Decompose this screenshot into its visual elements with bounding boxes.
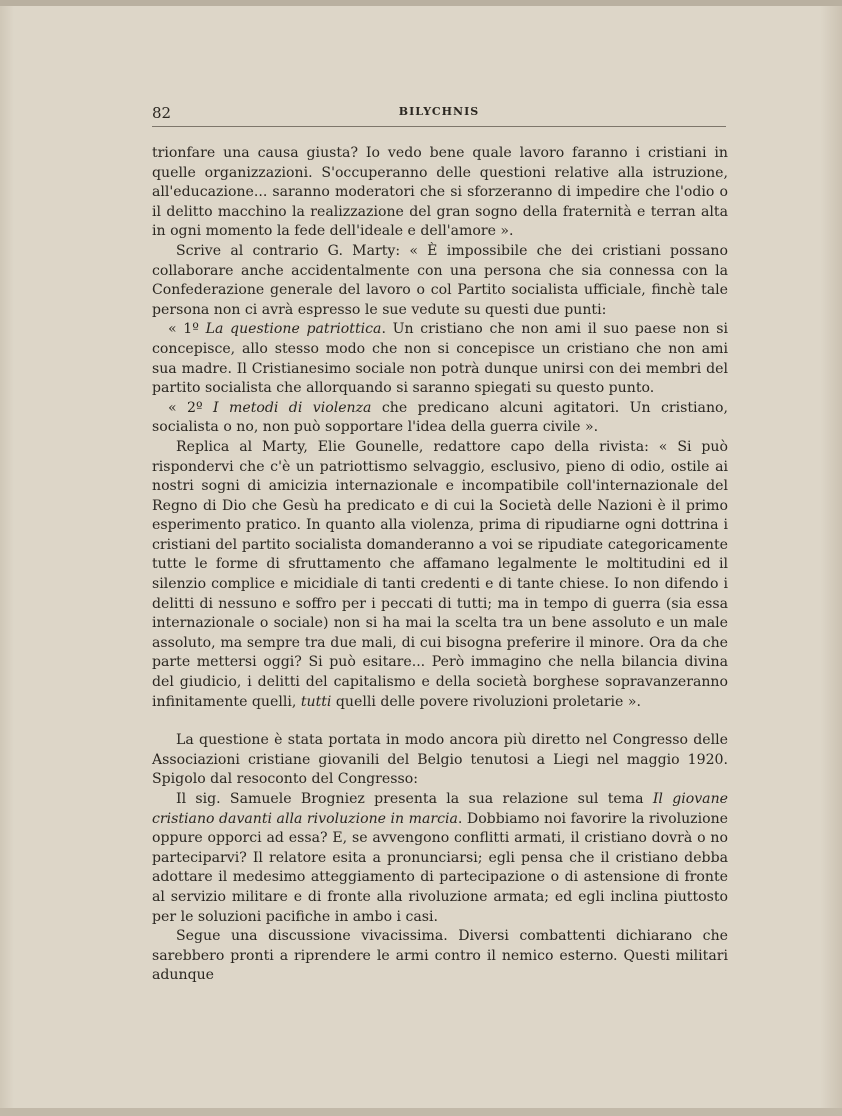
text-run: . Un cristiano che non ami il suo paese non si concepisce, allo stesso modo che non si concepisce un cristiano che non ami sua madre. Il Cristianesimo sociale non potrà dunque unirsi con dei membri del partito socialista che allorquando si saranno spiegati su questo punto. (152, 321, 728, 397)
paragraph (152, 790, 728, 927)
italic-phrase: I metodi di violenza (213, 399, 372, 416)
page-bottom-edge (0, 1108, 842, 1116)
page-number: 82 (152, 104, 172, 122)
page-top-edge (0, 0, 842, 6)
text-run: « 1º (168, 321, 206, 338)
body-text (152, 144, 728, 986)
italic-phrase: La questione patriottica (205, 321, 382, 338)
paragraph: La questione è stata portata in modo ancora più diretto nel Congresso delle Associazioni cristiane giovanili del Belgio tenutosi a Liegi nel maggio 1920. Spigolo dal resoconto del Congresso: (152, 732, 728, 788)
text-run: . Dobbiamo noi favorire la rivoluzione oppure opporci ad essa? E, se avvengono conflitti armati, il cristiano dovrà o no parteciparvi? Il relatore esita a pronunciarsi; egli pensa che il cristiano debba adottare il medesimo atteggiamento di partecipazione o di astensione di fronte al servizio militare e di fronte alla rivoluzione armata; ed egli inclina piuttosto per le soluzioni pacifiche in ambo i casi. (152, 810, 728, 925)
paragraph: Segue una discussione vivacissima. Diversi combattenti dichiarano che sarebbero pronti a riprendere le armi contro il nemico esterno. Questi militari adunque (152, 928, 728, 984)
text-run: Il sig. Samuele Brogniez presenta la sua relazione sul tema (176, 791, 653, 807)
page-header (152, 100, 726, 127)
italic-phrase: Il giovane cristiano davanti alla rivoluzione in marcia (152, 791, 729, 827)
text-run: Replica al Marty, Elie Gounelle, redattore capo della rivista: « Si può rispondervi che c'è un patriottismo selvaggio, esclusivo, pieno di odio, ostile ai nostri sogni di amicizia internazionale e incompatibile coll'internazionale del Regno di Dio che Gesù ha predicato e di cui la Società delle Nazioni è il primo esperimento pratico. In quanto alla violenza, prima di ripudiarne ogni dottrina i cristiani del partito socialista domanderanno a voi se ripudiate categoricamente tutte le forme di sfruttamento che affamano legalmente le moltitudini ed il silenzio complice e micidiale di tanti credenti e di tante chiese. Io non difendo i delitti di nessuno e soffro per i peccati di tutti; ma in tempo di guerra (sia essa internazionale o sociale) non si ha mai la scelta tra un bene assoluto e un male assoluto, ma sempre tra due mali, di cui bisogna preferire il minore. Ora da che parte mettersi oggi? Si può esitare... Però immagino che nella bilancia divina del giudicio, i delitti del capitalismo e della società borghese sopravanzeranno infinitamente quelli, (152, 438, 728, 710)
text-run: quelli delle povere rivoluzioni proletarie ». (331, 693, 641, 710)
paragraph (152, 320, 728, 398)
italic-phrase: tutti (300, 693, 332, 710)
paragraph: trionfare una causa giusta? Io vedo bene quale lavoro faranno i cristiani in quelle organizzazioni. S'occuperanno delle questioni relative alla istruzione, all'educazione... saranno moderatori che si sforzeranno di impedire che l'odio o il delitto macchino la realizzazione del gran sogno della fraternità e terran alta in ogni momento la fede dell'ideale e dell'amore ». (152, 145, 728, 240)
running-title: BILYCHNIS (398, 105, 480, 118)
text-run: che predicano alcuni agitatori. Un cristiano, socialista o no, non può sopportare l'idea della guerra civile ». (152, 399, 728, 436)
paragraph (152, 438, 728, 712)
text-run: « 2º (168, 399, 214, 416)
paragraph: Scrive al contrario G. Marty: « È impossibile che dei cristiani possano collaborare anche accidentalmente con una persona che sia connessa con la Confederazione generale del lavoro o col Partito socialista ufficiale, finchè tale persona non ci avrà espresso le sue vedute su questi due punti: (152, 242, 728, 318)
paragraph (152, 399, 728, 438)
